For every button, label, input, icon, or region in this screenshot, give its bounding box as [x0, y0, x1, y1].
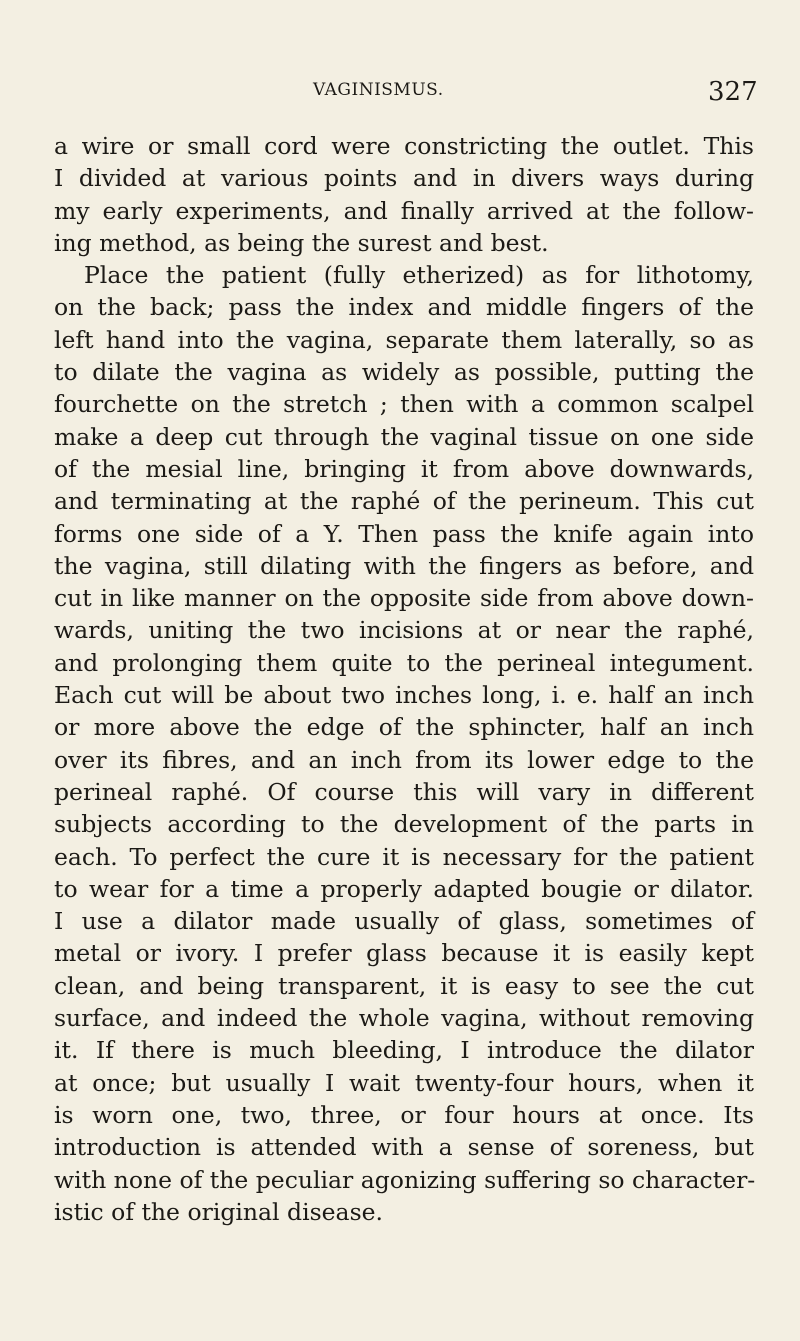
- text-line: cut in like manner on the opposite side from above down-: [54, 584, 754, 613]
- text-line: wards, uniting the two incisions at or near the raphé,: [54, 616, 754, 645]
- text-line: I divided at various points and in divers ways during: [54, 164, 754, 193]
- text-line: ing method, as being the surest and best.: [54, 228, 549, 257]
- text-line: left hand into the vagina, separate them laterally, so as: [54, 325, 754, 354]
- text-line: istic of the original disease.: [54, 1197, 383, 1226]
- text-line: to dilate the vagina as widely as possible, putting the: [54, 358, 754, 387]
- text-line: I use a dilator made usually of glass, sometimes of: [54, 907, 754, 936]
- text-line: surface, and indeed the whole vagina, without removing: [54, 1004, 754, 1033]
- text-line: my early experiments, and finally arrived at the follow-: [54, 196, 754, 225]
- text-line: metal or ivory. I prefer glass because it is easily kept: [54, 939, 754, 968]
- text-line: on the back; pass the index and middle fingers of the: [54, 293, 754, 322]
- text-line: is worn one, two, three, or four hours at once. Its: [54, 1100, 754, 1129]
- text-line: subjects according to the development of the parts in: [54, 810, 754, 839]
- text-line: and prolonging them quite to the perineal integument.: [54, 648, 754, 677]
- running-title: VAGINISMUS.: [313, 80, 444, 100]
- text-line: a wire or small cord were constricting the outlet. This: [54, 132, 754, 160]
- text-line: clean, and being transparent, it is easy to see the cut: [54, 971, 754, 1000]
- text-line: or more above the edge of the sphincter, half an inch: [54, 713, 754, 742]
- text-line: to wear for a time a properly adapted bougie or dilator.: [54, 874, 754, 903]
- paragraph-first-line: Place the patient (fully etherized) as for lithotomy,: [84, 261, 754, 290]
- text-line: forms one side of a Y. Then pass the knife again into: [54, 519, 754, 548]
- text-line: of the mesial line, bringing it from above downwards,: [54, 454, 754, 483]
- text-line: perineal raphé. Of course this will vary in different: [54, 777, 754, 806]
- running-head: [0, 77, 800, 120]
- text-line: the vagina, still dilating with the fingers as before, and: [54, 551, 754, 580]
- text-line: fourchette on the stretch ; then with a common scalpel: [54, 390, 754, 419]
- text-line: introduction is attended with a sense of soreness, but: [54, 1133, 754, 1162]
- text-line: and terminating at the raphé of the perineum. This cut: [54, 487, 754, 516]
- text-line: over its fibres, and an inch from its lower edge to the: [54, 745, 754, 774]
- text-line: Each cut will be about two inches long, i. e. half an inch: [54, 681, 754, 710]
- text-line: each. To perfect the cure it is necessary for the patient: [54, 842, 754, 871]
- text-line: at once; but usually I wait twenty-four hours, when it: [54, 1068, 754, 1097]
- body-text: [54, 130, 754, 1228]
- text-line: make a deep cut through the vaginal tissue on one side: [54, 422, 754, 451]
- text-line: with none of the peculiar agonizing suffering so character-: [54, 1165, 756, 1194]
- page-number: 327: [708, 77, 758, 107]
- text-line: it. If there is much bleeding, I introduce the dilator: [54, 1036, 754, 1065]
